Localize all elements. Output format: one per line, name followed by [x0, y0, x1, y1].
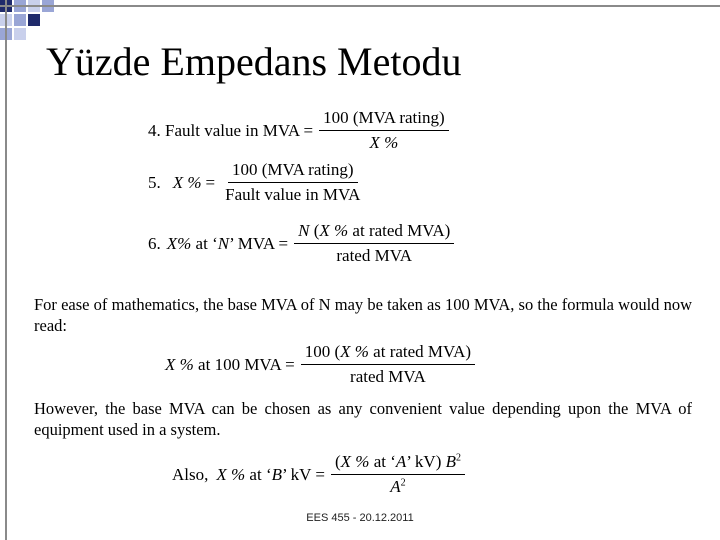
decor-square — [14, 14, 26, 26]
equation-8-den-a: A — [390, 477, 401, 496]
equation-6 — [148, 221, 454, 266]
decor-square — [14, 28, 26, 40]
equation-4-fraction — [319, 108, 449, 153]
equation-8-num-kv: ’ kV) — [406, 452, 446, 471]
equation-4-numerator: 100 (MVA rating) — [319, 108, 449, 131]
equation-8-num-var: X % — [340, 452, 370, 471]
equation-7 — [165, 342, 475, 387]
equation-8-denominator — [386, 475, 409, 497]
equation-7-num-rest: at rated MVA) — [368, 342, 472, 361]
equation-7-lhs-var: X % — [165, 354, 194, 374]
paragraph-base-mva-choice: However, the base MVA can be chosen as any convenient value depending upon the MVA of equipment used in a system. — [34, 399, 692, 439]
equation-7-lhs-rest: at 100 MVA = — [193, 354, 295, 374]
equation-6-num-var: X % — [319, 221, 349, 240]
equation-5-equals: = — [205, 172, 216, 192]
paragraph-base-mva: For ease of mathematics, the base MVA of N may be taken as 100 MVA, so the formula would now read: — [34, 295, 692, 335]
equation-8-num-b: B — [445, 452, 456, 471]
equation-8-prefix: Also, — [172, 464, 209, 484]
equation-6-lhs-n: N — [217, 233, 230, 253]
equation-4-den-var: X % — [369, 133, 399, 152]
equation-7-num-var: X % — [340, 342, 369, 361]
equation-8-lhs-var: X % — [216, 464, 246, 484]
equation-5-var: X % — [172, 172, 202, 192]
equation-7-numerator — [301, 342, 475, 365]
equation-8-num-exponent: 2 — [456, 452, 461, 464]
equation-7-num-a: 100 ( — [304, 342, 341, 361]
equation-8-num-paren: ( — [334, 452, 341, 471]
decor-horizontal-line — [0, 5, 720, 7]
equation-8 — [172, 452, 465, 497]
equation-6-index: 6. — [148, 233, 161, 253]
equation-6-num-rest: at rated MVA) — [348, 221, 451, 240]
equation-5 — [148, 160, 364, 205]
equation-8-numerator — [331, 452, 465, 475]
equation-7-denominator: rated MVA — [350, 367, 426, 386]
equation-4-lhs: 4. Fault value in MVA = — [148, 120, 314, 140]
equation-6-fraction — [294, 221, 454, 266]
equation-6-lhs-var: X% — [166, 233, 192, 253]
equation-6-lhs — [167, 234, 288, 254]
equation-8-num-a: A — [395, 452, 407, 471]
slide-footer: EES 455 - 20.12.2011 — [306, 512, 414, 524]
equation-6-num-n: N — [298, 221, 310, 240]
equation-7-lhs — [165, 355, 295, 375]
equation-6-lhs-end: ’ MVA = — [229, 233, 289, 253]
equation-6-num-paren: ( — [309, 221, 320, 240]
equation-5-numerator: 100 (MVA rating) — [228, 160, 358, 183]
equation-5-fraction — [221, 160, 364, 205]
slide-title: Yüzde Empedans Metodu — [46, 39, 462, 84]
equation-5-index: 5. — [148, 172, 161, 192]
equation-4-denominator — [365, 131, 402, 153]
equation-8-lhs-end: ’ kV = — [282, 464, 325, 484]
equation-6-numerator — [294, 221, 454, 244]
decor-square — [28, 14, 40, 26]
equation-5-denominator: Fault value in MVA — [225, 185, 361, 204]
equation-8-lhs-b: B — [271, 464, 282, 484]
equation-8-fraction — [331, 452, 465, 497]
equation-8-den-exponent: 2 — [400, 477, 406, 489]
equation-4 — [148, 108, 449, 153]
decor-vertical-line — [5, 0, 7, 540]
equation-8-lhs-text: at ‘ — [245, 464, 272, 484]
equation-6-lhs-text: at ‘ — [191, 233, 218, 253]
equation-6-denominator: rated MVA — [336, 246, 413, 265]
equation-7-fraction — [301, 342, 475, 387]
equation-8-lhs — [216, 465, 325, 485]
equation-8-num-at: at ‘ — [369, 452, 396, 471]
